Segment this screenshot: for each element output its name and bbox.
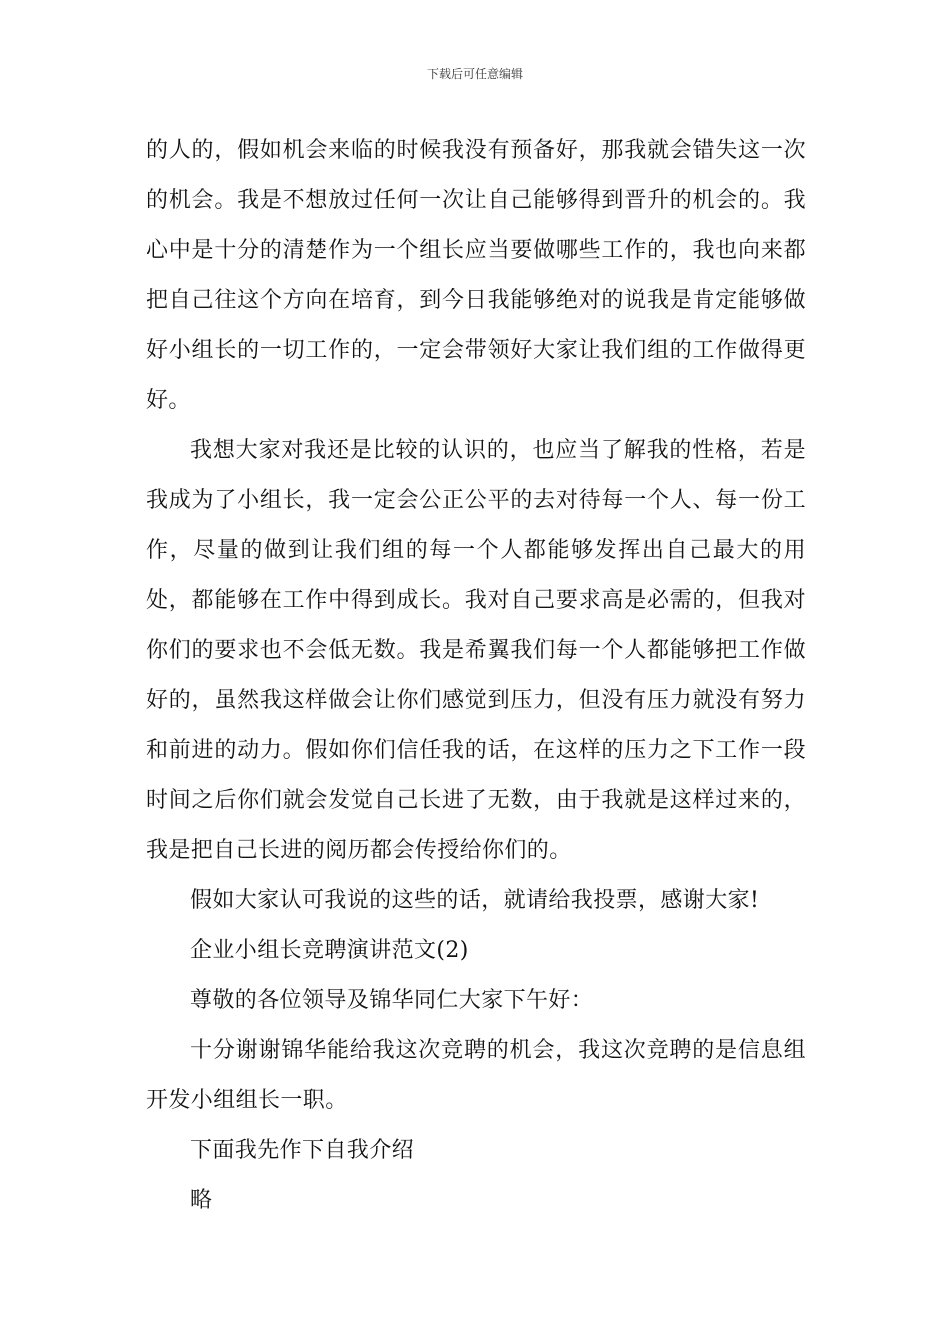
paragraph-1: 的人的，假如机会来临的时候我没有预备好，那我就会错失这一次的机会。我是不想放过任何一次让自己能够得到晋升的机会的。我心中是十分的清楚作为一个组长应当要做哪些工作的，我也向来都把自己往这个方向在培育，到今日我能够绝对的说我是肯定能够做好小组长的一切工作的，一定会带领好大家让我们组的工作做得更好。: [146, 138, 806, 413]
section-title: 企业小组长竞聘演讲范文(2): [190, 938, 469, 963]
paragraph-intro: 下面我先作下自我介绍: [190, 1138, 415, 1163]
salutation: 尊敬的各位领导及锦华同仁大家下午好：: [190, 988, 594, 1013]
page-header-note: 下载后可任意编辑: [426, 67, 523, 81]
paragraph-omitted: 略: [190, 1188, 213, 1213]
document-body: [146, 126, 806, 1226]
paragraph-3: 假如大家认可我说的这些的话，就请给我投票，感谢大家!: [190, 888, 760, 913]
paragraph-thanks: 十分谢谢锦华能给我这次竞聘的机会，我这次竞聘的是信息组开发小组组长一职。: [146, 1038, 806, 1113]
paragraph-2: 我想大家对我还是比较的认识的，也应当了解我的性格，若是我成为了小组长，我一定会公正公平的去对待每一个人、每一份工作，尽量的做到让我们组的每一个人都能够发挥出自己最大的用处，都能够在工作中得到成长。我对自己要求高是必需的，但我对你们的要求也不会低无数。我是希翼我们每一个人都能够把工作做好的，虽然我这样做会让你们感觉到压力，但没有压力就没有努力和前进的动力。假如你们信任我的话，在这样的压力之下工作一段时间之后你们就会发觉自己长进了无数，由于我就是这样过来的，我是把自己长进的阅历都会传授给你们的。: [146, 438, 806, 863]
